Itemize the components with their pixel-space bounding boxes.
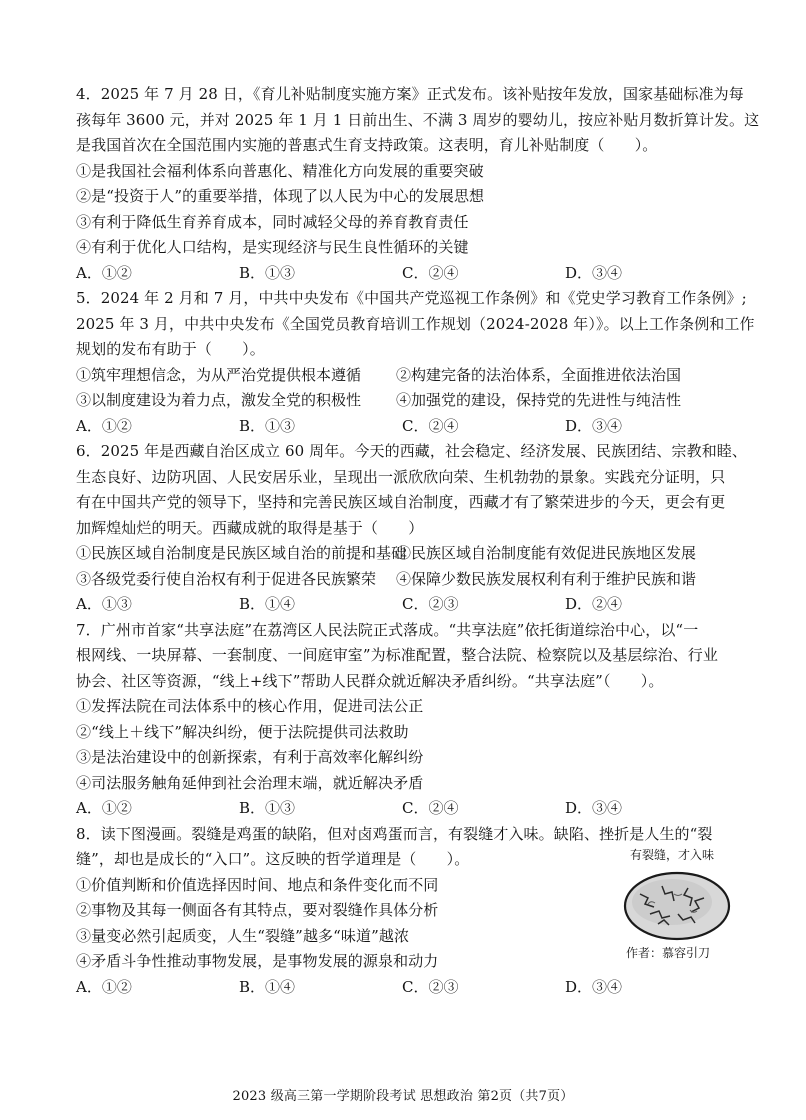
- statement-option: ④加强党的建设，保持党的先进性与纯洁性: [396, 391, 682, 409]
- statement-option: ②事物及其每一侧面各有其特点，要对裂缝作具体分析: [76, 901, 439, 919]
- statement-option-row: [76, 363, 736, 389]
- question-list: [76, 82, 760, 1000]
- answer-choice-b: B．①③: [239, 263, 296, 282]
- question-stem-line: 6．2025 年是西藏自治区成立 60 周年。今天的西藏，社会稳定、经济发展、民族团结、宗教和睦、: [76, 442, 748, 460]
- question-stem-line: 规划的发布有助于（ ）。: [76, 340, 265, 358]
- question-stem-line: 7．广州市首家“共享法庭”在荔湾区人民法院正式落成。“共享法庭”依托街道综治中心，以“一: [76, 620, 699, 639]
- question-stem-line: 有在中国共产党的领导下，坚持和完善民族区域自治制度，西藏才有了繁荣进步的今天，更会有更: [76, 493, 726, 511]
- statement-option: ②民族区域自治制度能有效促进民族地区发展: [396, 544, 697, 562]
- comic-author: 作者：慕容引刀: [626, 945, 711, 960]
- answer-choices: [76, 975, 736, 1001]
- answer-choice-a: A．①③: [76, 595, 132, 613]
- page-footer: 2023 级高三第一学期阶段考试 思想政治 第2页（共7页）: [232, 1089, 574, 1104]
- statement-option: ②构建完备的法治体系，全面推进依法治国: [396, 365, 682, 384]
- answer-choices: [76, 261, 736, 287]
- statement-option-row: [76, 388, 736, 414]
- question-stem-line: 加辉煌灿烂的明天。西藏成就的取得是基于（ ）: [76, 518, 424, 537]
- statement-option: ①筑牢理想信念，为从严治党提供根本遵循: [76, 365, 362, 384]
- statement-option: ④保障少数民族发展权利有利于维护民族和谐: [396, 569, 697, 588]
- answer-choice-a: A．①②: [76, 977, 132, 996]
- answer-choice-d: D．③④: [565, 799, 623, 817]
- statement-option: ③是法治建设中的创新探索，有利于高效率化解纠纷: [76, 748, 424, 766]
- answer-choice-b: B．①④: [239, 977, 296, 996]
- statement-option: ③各级党委行使自治权有利于促进各民族繁荣: [76, 569, 377, 588]
- statement-option: ②是“投资于人”的重要举措，体现了以人民为中心的发展思想: [76, 187, 485, 205]
- answer-choice-d: D．③④: [565, 977, 623, 996]
- question-stem-line: 5．2024 年 2 月和 7 月，中共中央发布《中国共产党巡视工作条例》和《党史学习教育工作条例》;: [76, 289, 747, 307]
- answer-choice-c: C．②③: [402, 977, 459, 996]
- answer-choice-b: B．①④: [239, 595, 296, 613]
- statement-option: ④司法服务触角延伸到社会治理末端，就近解决矛盾: [76, 773, 424, 792]
- statement-option-row: [76, 567, 736, 593]
- answer-choice-b: B．①③: [239, 799, 296, 817]
- answer-choice-a: A．①②: [76, 263, 132, 282]
- answer-choice-d: D．③④: [565, 416, 623, 435]
- question-stem-line: 4．2025 年 7 月 28 日，《育儿补贴制度实施方案》正式发布。该补贴按年发放，国家基础标准为每: [76, 85, 744, 103]
- question-5: [76, 286, 755, 439]
- statement-option: ③有利于降低生育养育成本，同时减轻父母的养育教育责任: [76, 212, 469, 231]
- question-7: [76, 618, 736, 822]
- statement-option-row: [76, 541, 736, 567]
- question-stem-line: 2025 年 3 月，中共中央发布《全国党员教育培训工作规划（2024-2028 年）》。以上工作条例和工作: [76, 314, 755, 333]
- answer-choices: [76, 592, 736, 618]
- statement-option: ④有利于优化人口结构，是实现经济与民生良性循环的关键: [76, 238, 469, 256]
- statement-option: ③量变必然引起质变，人生“裂缝”越多“味道”越浓: [76, 926, 410, 945]
- statement-option: ①价值判断和价值选择因时间、地点和条件变化而不同: [76, 875, 439, 894]
- comic-caption: 有裂缝，才入味: [630, 847, 715, 862]
- cracked-egg-icon: [618, 864, 736, 944]
- answer-choice-c: C．②④: [402, 416, 459, 435]
- answer-choice-a: A．①②: [76, 416, 132, 435]
- answer-choice-a: A．①②: [76, 799, 132, 817]
- question-stem-line: 协会、社区等资源，“线上+线下”帮助人民群众就近解决矛盾纠纷。“共享法庭”（ ）。: [76, 671, 664, 690]
- answer-choice-c: C．②④: [402, 799, 459, 817]
- statement-option: ③以制度建设为着力点，激发全党的积极性: [76, 391, 362, 409]
- question-stem-line: 生态良好、边防巩固、人民安居乐业，呈现出一派欣欣向荣、生机勃勃的景象。实践充分证明，只: [76, 467, 726, 486]
- question-stem-line: 缝”，却也是成长的“入口”。这反映的哲学道理是（ ）。: [76, 850, 470, 868]
- answer-choice-c: C．②③: [402, 595, 459, 613]
- answer-choice-c: C．②④: [402, 263, 459, 282]
- statement-option: ④矛盾斗争性推动事物发展，是事物发展的源泉和动力: [76, 952, 439, 970]
- question-stem-line: 8．读下图漫画。裂缝是鸡蛋的缺陷，但对卤鸡蛋而言，有裂缝才入味。缺陷、挫折是人生的“裂: [76, 824, 713, 843]
- answer-choice-b: B．①③: [239, 416, 296, 435]
- question-stem-line: 孩每年 3600 元，并对 2025 年 1 月 1 日前出生、不满 3 周岁的婴幼儿，按应补贴月数折算计发。这: [76, 110, 760, 129]
- statement-option: ①发挥法院在司法体系中的核心作用，促进司法公正: [76, 697, 424, 715]
- question-stem-line: 是我国首次在全国范围内实施的普惠式生育支持政策。这表明，育儿补贴制度（ ）。: [76, 136, 658, 154]
- answer-choice-d: D．③④: [565, 263, 623, 282]
- statement-option: ②“线上＋线下”解决纠纷，便于法院提供司法救助: [76, 722, 409, 741]
- answer-choice-d: D．②④: [565, 595, 623, 613]
- cracked-egg-comic: [612, 846, 742, 964]
- answer-choices: [76, 796, 736, 822]
- statement-option: ①民族区域自治制度是民族区域自治的前提和基础: [76, 544, 407, 562]
- statement-option: ①是我国社会福利体系向普惠化、精准化方向发展的重要突破: [76, 161, 484, 180]
- question-6: [76, 439, 748, 618]
- question-stem-line: 根网线、一块屏幕、一套制度、一间庭审室”为标准配置，整合法院、检察院以及基层综治、行业: [76, 646, 718, 664]
- answer-choices: [76, 414, 736, 440]
- question-4: [76, 82, 760, 286]
- question-8: [76, 822, 736, 1001]
